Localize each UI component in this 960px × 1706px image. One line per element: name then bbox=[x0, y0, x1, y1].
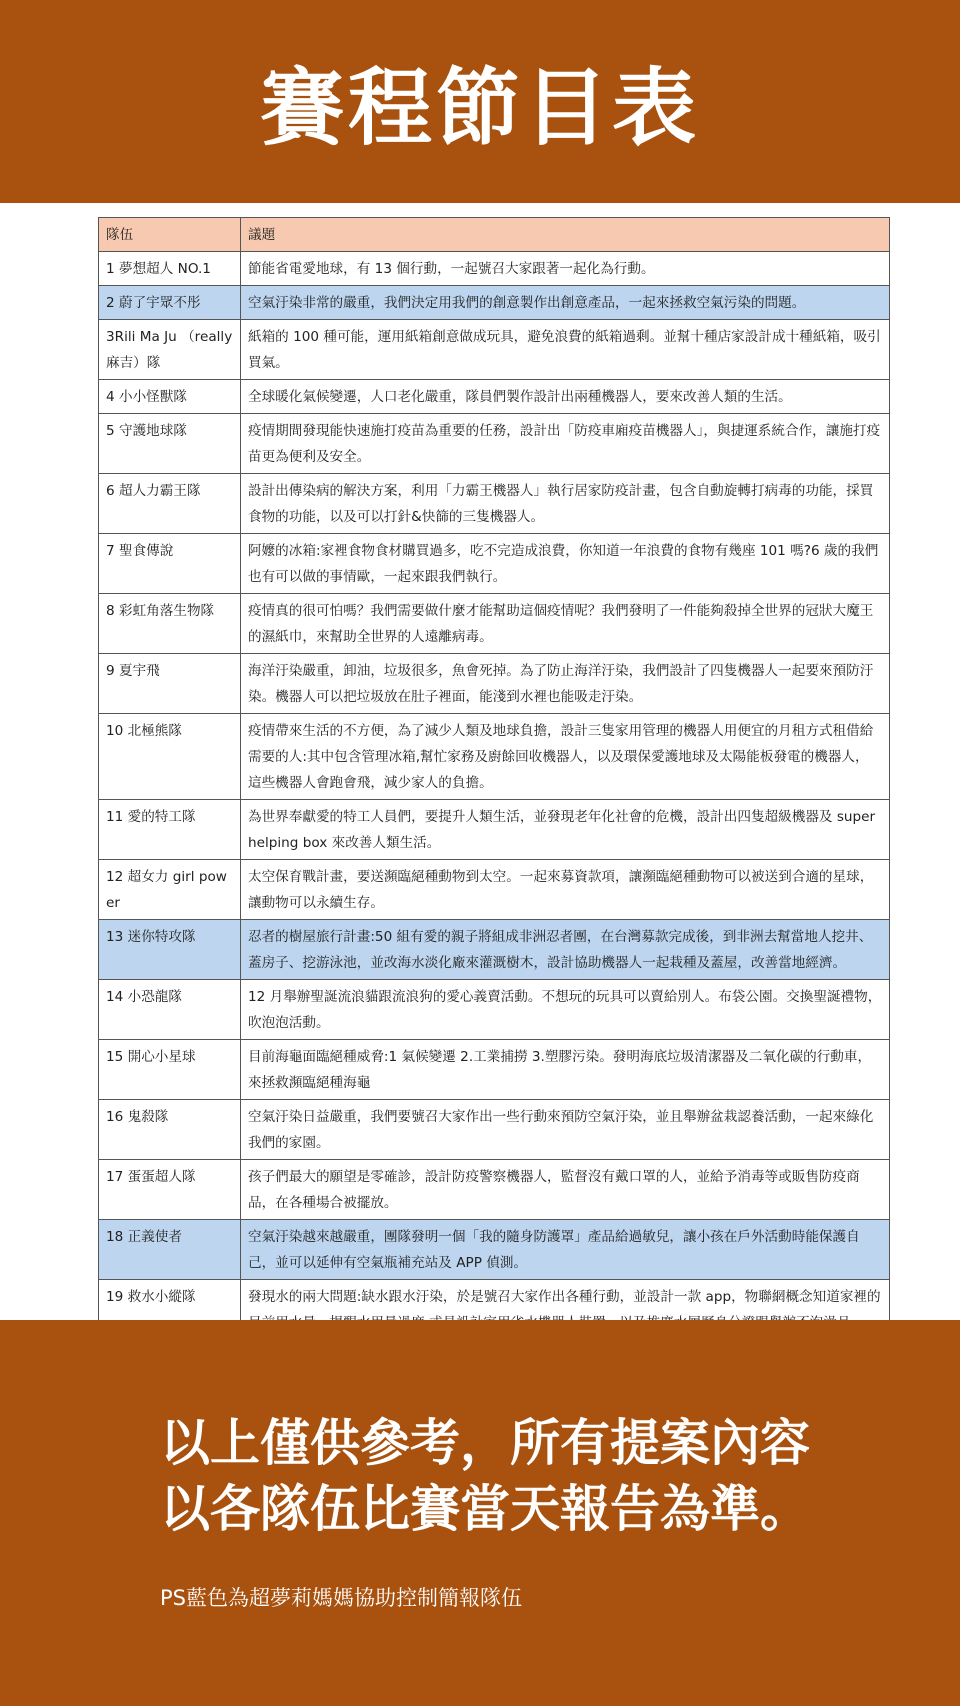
team-name-cell: 4 小小怪獸隊 bbox=[99, 380, 241, 414]
schedule-table-container bbox=[98, 217, 889, 1400]
table-row bbox=[99, 594, 890, 654]
topic-cell: 為世界奉獻愛的特工人員們，要提升人類生活，並發現老年化社會的危機，設計出四隻超級機器及 super helping box 來改善人類生活。 bbox=[241, 800, 890, 860]
table-row bbox=[99, 474, 890, 534]
topic-cell: 12 月舉辦聖誕流浪貓跟流浪狗的愛心義賣活動。不想玩的玩具可以賣給別人。布袋公園。交換聖誕禮物，吹泡泡活動。 bbox=[241, 980, 890, 1040]
table-body bbox=[99, 252, 890, 1400]
topic-cell: 節能省電愛地球，有 13 個行動，一起號召大家跟著一起化為行動。 bbox=[241, 252, 890, 286]
team-name-cell: 6 超人力霸王隊 bbox=[99, 474, 241, 534]
table-row bbox=[99, 654, 890, 714]
table-row bbox=[99, 980, 890, 1040]
topic-cell: 疫情真的很可怕嗎？我們需要做什麼才能幫助這個疫情呢？我們發明了一件能夠殺掉全世界的冠狀大魔王的濕紙巾，來幫助全世界的人遠離病毒。 bbox=[241, 594, 890, 654]
disclaimer-line-1: 以上僅供參考，所有提案內容 bbox=[160, 1414, 810, 1472]
team-name-cell: 7 聖食傳說 bbox=[99, 534, 241, 594]
team-name-cell: 13 迷你特攻隊 bbox=[99, 920, 241, 980]
topic-cell: 空氣汙染越來越嚴重，團隊發明一個「我的隨身防護罩」產品給過敏兒，讓小孩在戶外活動時能保護自己，並可以延伸有空氣瓶補充站及 APP 偵測。 bbox=[241, 1220, 890, 1280]
topic-cell: 忍者的樹屋旅行計畫:50 組有愛的親子將組成非洲忍者團，在台灣募款完成後，到非洲去幫當地人挖井、蓋房子、挖游泳池，並改海水淡化廠來灌溉樹木，設計協助機器人一起栽種及蓋屋，改善當地經濟。 bbox=[241, 920, 890, 980]
team-name-cell: 10 北極熊隊 bbox=[99, 714, 241, 800]
topic-cell: 阿嬤的冰箱:家裡食物食材購買過多，吃不完造成浪費，你知道一年浪費的食物有幾座 101 嗎?6 歲的我們也有可以做的事情歐，一起來跟我們執行。 bbox=[241, 534, 890, 594]
team-name-cell: 2 蔚了宇眾不彤 bbox=[99, 286, 241, 320]
table-row bbox=[99, 920, 890, 980]
table-header-row bbox=[99, 218, 890, 252]
team-name-cell: 19 救水小縱隊 bbox=[99, 1280, 241, 1340]
team-name-cell: 11 愛的特工隊 bbox=[99, 800, 241, 860]
ps-note: PS藍色為超夢莉媽媽協助控制簡報隊伍 bbox=[160, 1586, 522, 1610]
team-name-cell: 15 開心小星球 bbox=[99, 1040, 241, 1100]
team-name-cell: 3Rili Ma Ju （really 麻吉）隊 bbox=[99, 320, 241, 380]
topic-cell: 目前海龜面臨絕種威脅:1 氣候變遷 2.工業捕撈 3.塑膠污染。發明海底垃圾清潔器及二氧化碳的行動車，來拯救瀕臨絕種海龜 bbox=[241, 1040, 890, 1100]
topic-cell: 紙箱的 100 種可能，運用紙箱創意做成玩具，避免浪費的紙箱過剩。並幫十種店家設計成十種紙箱，吸引買氣。 bbox=[241, 320, 890, 380]
disclaimer-line-2: 以各隊伍比賽當天報告為準。 bbox=[160, 1480, 810, 1538]
team-name-cell: 9 夏宇飛 bbox=[99, 654, 241, 714]
team-name-cell: 17 蛋蛋超人隊 bbox=[99, 1160, 241, 1220]
disclaimer-note bbox=[160, 1410, 810, 1542]
team-name-cell: 12 超女力 girl power bbox=[99, 860, 241, 920]
topic-cell: 設計出傳染病的解決方案，利用「力霸王機器人」執行居家防疫計畫，包含自動旋轉打病毒的功能，採買食物的功能，以及可以打針&快篩的三隻機器人。 bbox=[241, 474, 890, 534]
table-row bbox=[99, 380, 890, 414]
page-title: 賽程節目表 bbox=[259, 59, 700, 157]
topic-cell: 疫情期間發現能快速施打疫苗為重要的任務，設計出「防疫車廂疫苗機器人」，與捷運系統合作，讓施打疫苗更為便利及安全。 bbox=[241, 414, 890, 474]
team-name-cell: 16 鬼殺隊 bbox=[99, 1100, 241, 1160]
topic-cell: 疫情帶來生活的不方便，為了減少人類及地球負擔，設計三隻家用管理的機器人用便宜的月租方式租借給需要的人:其中包含管理冰箱,幫忙家務及廚餘回收機器人，以及環保愛護地球及太陽能板發電的機器人，這些機器人會跑會飛，減少家人的負擔。 bbox=[241, 714, 890, 800]
table-row bbox=[99, 1040, 890, 1100]
schedule-table bbox=[98, 217, 890, 1400]
topic-cell: 空氣汙染日益嚴重，我們要號召大家作出一些行動來預防空氣汙染，並且舉辦盆栽認養活動，一起來綠化我們的家園。 bbox=[241, 1100, 890, 1160]
table-row bbox=[99, 252, 890, 286]
table-row bbox=[99, 1220, 890, 1280]
table-row bbox=[99, 286, 890, 320]
table-row bbox=[99, 860, 890, 920]
topic-cell: 孩子們最大的願望是零確診，設計防疫警察機器人，監督沒有戴口罩的人，並給予消毒等或販售防疫商品，在各種場合被擺放。 bbox=[241, 1160, 890, 1220]
team-name-cell: 8 彩虹角落生物隊 bbox=[99, 594, 241, 654]
footer-banner bbox=[0, 1320, 960, 1706]
table-row bbox=[99, 1100, 890, 1160]
topic-cell: 發現水的兩大問題:缺水跟水汙染，於是號召大家作出各種行動，並設計一款 app，物聯網概念知道家裡的 bbox=[241, 1280, 890, 1340]
table-row bbox=[99, 320, 890, 380]
team-name-cell: 14 小恐龍隊 bbox=[99, 980, 241, 1040]
team-name-cell: 5 守護地球隊 bbox=[99, 414, 241, 474]
team-name-cell: 18 正義使者 bbox=[99, 1220, 241, 1280]
column-header-team: 隊伍 bbox=[99, 218, 241, 252]
table-row bbox=[99, 800, 890, 860]
title-banner bbox=[0, 0, 960, 203]
table-row bbox=[99, 714, 890, 800]
team-name-cell: 1 夢想超人 NO.1 bbox=[99, 252, 241, 286]
topic-cell: 太空保育戰計畫，要送瀕臨絕種動物到太空。一起來募資款項，讓瀕臨絕種動物可以被送到合適的星球，讓動物可以永續生存。 bbox=[241, 860, 890, 920]
table-row bbox=[99, 1160, 890, 1220]
topic-cell: 空氣汙染非常的嚴重，我們決定用我們的創意製作出創意產品，一起來拯救空氣污染的問題。 bbox=[241, 286, 890, 320]
table-row bbox=[99, 414, 890, 474]
column-header-topic: 議題 bbox=[241, 218, 890, 252]
table-row bbox=[99, 534, 890, 594]
topic-cell: 全球暖化氣候變遷，人口老化嚴重，隊員們製作設計出兩種機器人，要來改善人類的生活。 bbox=[241, 380, 890, 414]
topic-cell: 海洋汙染嚴重，卸油，垃圾很多，魚會死掉。為了防止海洋汙染，我們設計了四隻機器人一起要來預防汙染。機器人可以把垃圾放在肚子裡面，能淺到水裡也能吸走汙染。 bbox=[241, 654, 890, 714]
